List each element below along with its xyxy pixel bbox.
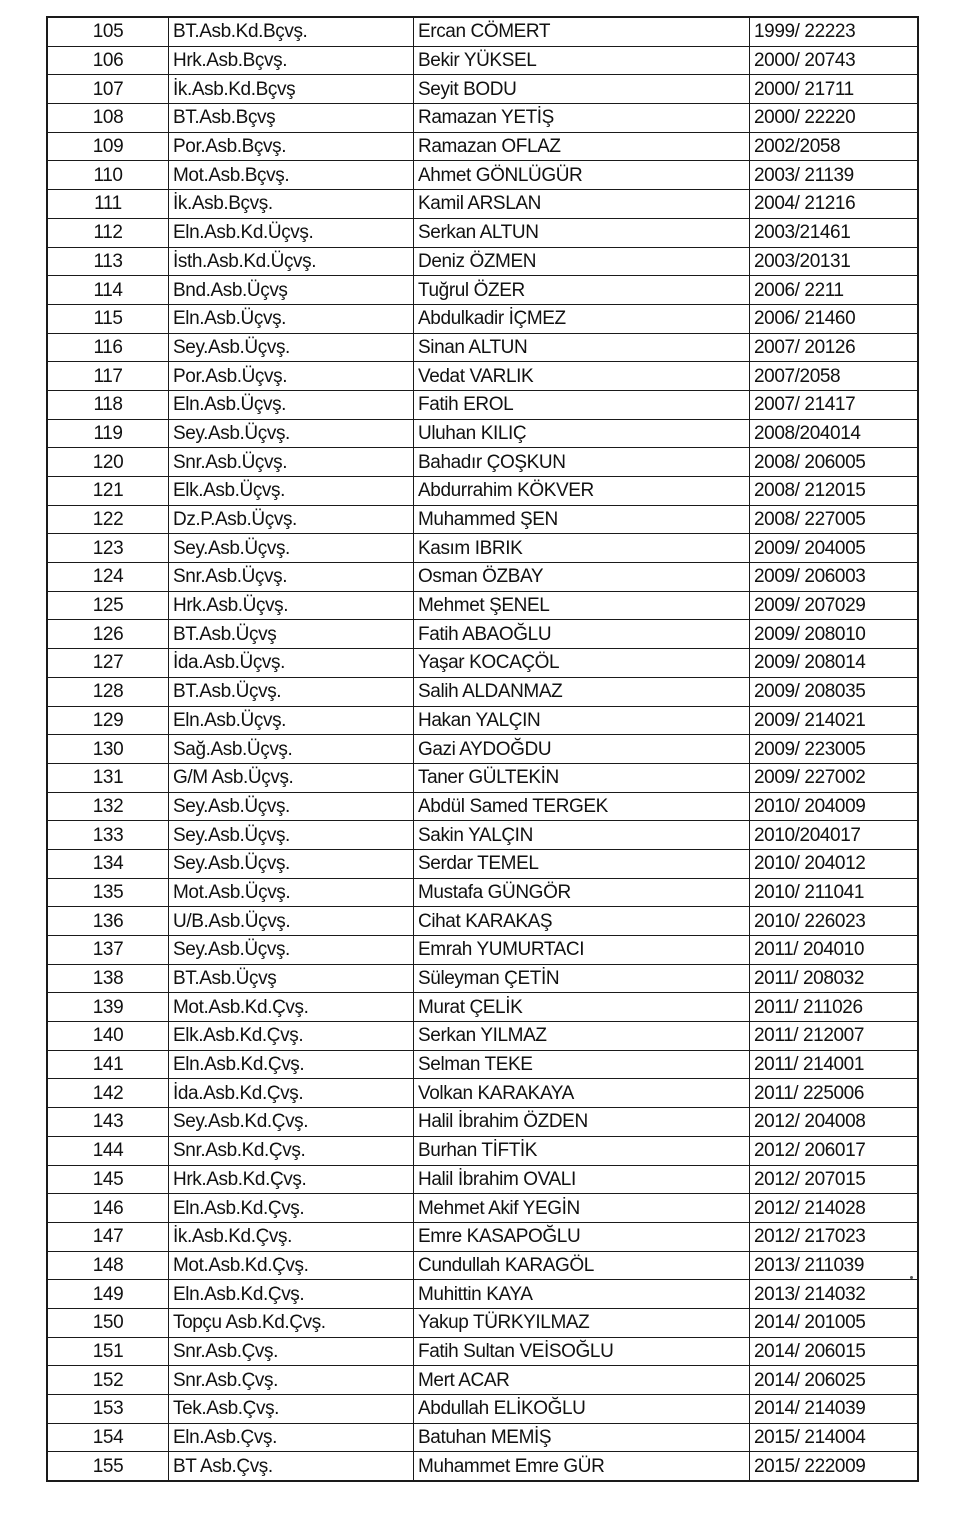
table-row [47,763,918,792]
row-number-cell: 120 [47,448,169,477]
rank-cell: Bnd.Asb.Üçvş [169,276,414,305]
registry-number-cell: 2007/2058 [750,362,919,391]
rank-cell: Por.Asb.Üçvş. [169,362,414,391]
row-number-cell: 145 [47,1165,169,1194]
row-number-cell: 129 [47,706,169,735]
registry-number-cell: 1999/ 22223 [750,17,919,46]
row-number-cell: 143 [47,1108,169,1137]
row-number-cell: 111 [47,190,169,219]
row-number-cell: 136 [47,907,169,936]
registry-number-cell: 2015/ 222009 [750,1452,919,1481]
registry-number-cell: 2010/204017 [750,821,919,850]
row-number-cell: 125 [47,591,169,620]
registry-number-cell: 2015/ 214004 [750,1423,919,1452]
registry-number-cell: 2011/ 204010 [750,936,919,965]
table-row [47,1452,918,1481]
table-row [47,304,918,333]
row-number-cell: 149 [47,1280,169,1309]
registry-number-cell: 2000/ 22220 [750,104,919,133]
registry-number-cell: 2000/ 20743 [750,46,919,75]
person-name-cell: Mehmet ŞENEL [414,591,750,620]
person-name-cell: Emrah YUMURTACI [414,936,750,965]
row-number-cell: 139 [47,993,169,1022]
row-number-cell: 155 [47,1452,169,1481]
registry-number-cell: 2009/ 208035 [750,677,919,706]
row-number-cell: 105 [47,17,169,46]
rank-cell: Topçu Asb.Kd.Çvş. [169,1308,414,1337]
row-number-cell: 123 [47,534,169,563]
rank-cell: Mot.Asb.Bçvş. [169,161,414,190]
table-row [47,1194,918,1223]
rank-cell: BT.Asb.Bçvş [169,104,414,133]
registry-number-cell: 2003/20131 [750,247,919,276]
table-row [47,964,918,993]
person-name-cell: Batuhan MEMİŞ [414,1423,750,1452]
table-row [47,333,918,362]
row-number-cell: 153 [47,1395,169,1424]
registry-number-cell: 2010/ 211041 [750,878,919,907]
person-name-cell: Gazi AYDOĞDU [414,735,750,764]
table-row [47,390,918,419]
registry-number-cell: 2009/ 207029 [750,591,919,620]
person-name-cell: Serkan YILMAZ [414,1022,750,1051]
rank-cell: Sağ.Asb.Üçvş. [169,735,414,764]
registry-number-cell: 2007/ 20126 [750,333,919,362]
row-number-cell: 110 [47,161,169,190]
person-name-cell: Selman TEKE [414,1050,750,1079]
row-number-cell: 152 [47,1366,169,1395]
row-number-cell: 133 [47,821,169,850]
person-name-cell: Seyit BODU [414,75,750,104]
person-name-cell: Abdül Samed TERGEK [414,792,750,821]
registry-number-cell: 2012/ 214028 [750,1194,919,1223]
rank-cell: Mot.Asb.Kd.Çvş. [169,993,414,1022]
registry-number-cell: 2000/ 21711 [750,75,919,104]
rank-cell: BT.Asb.Üçvş. [169,677,414,706]
rank-cell: Hrk.Asb.Kd.Çvş. [169,1165,414,1194]
registry-number-cell: 2013/ 211039 [750,1251,919,1280]
rank-cell: BT.Asb.Üçvş [169,620,414,649]
row-number-cell: 142 [47,1079,169,1108]
registry-number-cell: 2008/ 212015 [750,477,919,506]
person-name-cell: Serdar TEMEL [414,849,750,878]
registry-number-cell: 2009/ 206003 [750,563,919,592]
row-number-cell: 117 [47,362,169,391]
registry-number-cell: 2012/ 206017 [750,1136,919,1165]
row-number-cell: 119 [47,419,169,448]
row-number-cell: 130 [47,735,169,764]
table-row [47,534,918,563]
rank-cell: BT.Asb.Kd.Bçvş. [169,17,414,46]
registry-number-cell: 2011/ 214001 [750,1050,919,1079]
table-row [47,1165,918,1194]
table-row [47,936,918,965]
rank-cell: Eln.Asb.Çvş. [169,1423,414,1452]
person-name-cell: Tuğrul ÖZER [414,276,750,305]
person-name-cell: Mehmet Akif YEGİN [414,1194,750,1223]
row-number-cell: 147 [47,1222,169,1251]
rank-cell: BT.Asb.Üçvş [169,964,414,993]
table-row [47,849,918,878]
rank-cell: Sey.Asb.Üçvş. [169,821,414,850]
rank-cell: Snr.Asb.Kd.Çvş. [169,1136,414,1165]
registry-number-cell: 2014/ 206025 [750,1366,919,1395]
person-name-cell: Osman ÖZBAY [414,563,750,592]
person-name-cell: Fatih Sultan VEİSOĞLU [414,1337,750,1366]
table-row [47,907,918,936]
table-row [47,161,918,190]
table-row [47,505,918,534]
rank-cell: Sey.Asb.Üçvş. [169,936,414,965]
rank-cell: Mot.Asb.Üçvş. [169,878,414,907]
rank-cell: Eln.Asb.Üçvş. [169,706,414,735]
rank-cell: İda.Asb.Kd.Çvş. [169,1079,414,1108]
table-row [47,419,918,448]
rank-cell: Snr.Asb.Üçvş. [169,563,414,592]
table-row [47,132,918,161]
person-name-cell: Uluhan KILIÇ [414,419,750,448]
table-row [47,993,918,1022]
person-name-cell: Ercan CÖMERT [414,17,750,46]
registry-number-cell: 2012/ 204008 [750,1108,919,1137]
person-name-cell: Murat ÇELİK [414,993,750,1022]
rank-cell: Eln.Asb.Kd.Çvş. [169,1050,414,1079]
table-row [47,1108,918,1137]
rank-cell: Elk.Asb.Üçvş. [169,477,414,506]
row-number-cell: 151 [47,1337,169,1366]
table-row [47,247,918,276]
table-row [47,649,918,678]
registry-number-cell: 2003/21461 [750,218,919,247]
table-row [47,448,918,477]
registry-number-cell: 2009/ 204005 [750,534,919,563]
registry-number-cell: 2009/ 223005 [750,735,919,764]
registry-number-cell: 2007/ 21417 [750,390,919,419]
rank-cell: Hrk.Asb.Bçvş. [169,46,414,75]
person-name-cell: Sinan ALTUN [414,333,750,362]
table-row [47,1136,918,1165]
person-name-cell: Abdullah ELİKOĞLU [414,1395,750,1424]
person-name-cell: Emre KASAPOĞLU [414,1222,750,1251]
registry-number-cell: 2008/ 227005 [750,505,919,534]
registry-number-cell: 2011/ 225006 [750,1079,919,1108]
table-row [47,75,918,104]
table-row [47,1222,918,1251]
registry-number-cell: 2004/ 21216 [750,190,919,219]
table-row [47,218,918,247]
table-row [47,1337,918,1366]
rank-cell: Elk.Asb.Kd.Çvş. [169,1022,414,1051]
person-name-cell: Hakan YALÇIN [414,706,750,735]
registry-number-cell: 2014/ 214039 [750,1395,919,1424]
rank-cell: İk.Asb.Kd.Çvş. [169,1222,414,1251]
table-row [47,17,918,46]
scan-speck [910,1276,913,1279]
person-name-cell: Deniz ÖZMEN [414,247,750,276]
rank-cell: BT Asb.Çvş. [169,1452,414,1481]
table-row [47,735,918,764]
registry-number-cell: 2012/ 207015 [750,1165,919,1194]
person-name-cell: Halil İbrahim ÖZDEN [414,1108,750,1137]
person-name-cell: Muhittin KAYA [414,1280,750,1309]
rank-cell: Dz.P.Asb.Üçvş. [169,505,414,534]
row-number-cell: 127 [47,649,169,678]
registry-number-cell: 2011/ 212007 [750,1022,919,1051]
person-name-cell: Kasım IBRIK [414,534,750,563]
person-name-cell: Ahmet GÖNLÜGÜR [414,161,750,190]
row-number-cell: 122 [47,505,169,534]
row-number-cell: 109 [47,132,169,161]
person-name-cell: Burhan TİFTİK [414,1136,750,1165]
row-number-cell: 113 [47,247,169,276]
registry-number-cell: 2009/ 208010 [750,620,919,649]
rank-cell: Sey.Asb.Üçvş. [169,419,414,448]
rank-cell: Snr.Asb.Çvş. [169,1366,414,1395]
person-name-cell: Vedat VARLIK [414,362,750,391]
rank-cell: Por.Asb.Bçvş. [169,132,414,161]
rank-cell: Snr.Asb.Üçvş. [169,448,414,477]
row-number-cell: 148 [47,1251,169,1280]
row-number-cell: 144 [47,1136,169,1165]
person-name-cell: Abdulkadir İÇMEZ [414,304,750,333]
person-name-cell: Halil İbrahim OVALI [414,1165,750,1194]
table-row [47,1366,918,1395]
rank-cell: U/B.Asb.Üçvş. [169,907,414,936]
rank-cell: İk.Asb.Bçvş. [169,190,414,219]
table-row [47,591,918,620]
rank-cell: Sey.Asb.Üçvş. [169,792,414,821]
table-row [47,1395,918,1424]
person-name-cell: Bahadır ÇOŞKUN [414,448,750,477]
person-name-cell: Süleyman ÇETİN [414,964,750,993]
registry-number-cell: 2011/ 211026 [750,993,919,1022]
table-row [47,104,918,133]
row-number-cell: 141 [47,1050,169,1079]
person-name-cell: Kamil ARSLAN [414,190,750,219]
person-name-cell: Yaşar KOCAÇÖL [414,649,750,678]
row-number-cell: 107 [47,75,169,104]
rank-cell: Sey.Asb.Üçvş. [169,333,414,362]
rank-cell: Eln.Asb.Üçvş. [169,304,414,333]
table-row [47,821,918,850]
table-row [47,1050,918,1079]
table-row [47,477,918,506]
row-number-cell: 135 [47,878,169,907]
person-name-cell: Serkan ALTUN [414,218,750,247]
rank-cell: Hrk.Asb.Üçvş. [169,591,414,620]
person-name-cell: Ramazan YETİŞ [414,104,750,133]
row-number-cell: 114 [47,276,169,305]
rank-cell: Sey.Asb.Üçvş. [169,534,414,563]
row-number-cell: 154 [47,1423,169,1452]
registry-number-cell: 2008/204014 [750,419,919,448]
person-name-cell: Muhammed ŞEN [414,505,750,534]
rank-cell: Tek.Asb.Çvş. [169,1395,414,1424]
person-name-cell: Fatih ABAOĞLU [414,620,750,649]
person-name-cell: Salih ALDANMAZ [414,677,750,706]
table-row [47,190,918,219]
rank-cell: İsth.Asb.Kd.Üçvş. [169,247,414,276]
table-row [47,677,918,706]
rank-cell: İk.Asb.Kd.Bçvş [169,75,414,104]
row-number-cell: 108 [47,104,169,133]
registry-number-cell: 2014/ 206015 [750,1337,919,1366]
row-number-cell: 128 [47,677,169,706]
table-row [47,792,918,821]
registry-number-cell: 2010/ 226023 [750,907,919,936]
table-row [47,1423,918,1452]
row-number-cell: 131 [47,763,169,792]
person-name-cell: Abdurrahim KÖKVER [414,477,750,506]
registry-number-cell: 2013/ 214032 [750,1280,919,1309]
row-number-cell: 140 [47,1022,169,1051]
registry-number-cell: 2009/ 208014 [750,649,919,678]
row-number-cell: 150 [47,1308,169,1337]
person-name-cell: Cihat KARAKAŞ [414,907,750,936]
person-name-cell: Bekir YÜKSEL [414,46,750,75]
row-number-cell: 115 [47,304,169,333]
row-number-cell: 137 [47,936,169,965]
table-row [47,563,918,592]
person-name-cell: Volkan KARAKAYA [414,1079,750,1108]
table-row [47,1079,918,1108]
person-name-cell: Mert ACAR [414,1366,750,1395]
rank-cell: Snr.Asb.Çvş. [169,1337,414,1366]
rank-cell: Mot.Asb.Kd.Çvş. [169,1251,414,1280]
row-number-cell: 126 [47,620,169,649]
person-name-cell: Yakup TÜRKYILMAZ [414,1308,750,1337]
registry-number-cell: 2006/ 21460 [750,304,919,333]
rank-cell: Sey.Asb.Üçvş. [169,849,414,878]
table-row [47,1022,918,1051]
registry-number-cell: 2009/ 214021 [750,706,919,735]
row-number-cell: 112 [47,218,169,247]
row-number-cell: 124 [47,563,169,592]
person-name-cell: Mustafa GÜNGÖR [414,878,750,907]
table-row [47,276,918,305]
registry-number-cell: 2003/ 21139 [750,161,919,190]
person-name-cell: Muhammet Emre GÜR [414,1452,750,1481]
person-name-cell: Ramazan OFLAZ [414,132,750,161]
person-name-cell: Sakin YALÇIN [414,821,750,850]
person-name-cell: Taner GÜLTEKİN [414,763,750,792]
row-number-cell: 121 [47,477,169,506]
registry-number-cell: 2006/ 2211 [750,276,919,305]
row-number-cell: 116 [47,333,169,362]
registry-number-cell: 2009/ 227002 [750,763,919,792]
person-name-cell: Cundullah KARAGÖL [414,1251,750,1280]
registry-number-cell: 2014/ 201005 [750,1308,919,1337]
rank-cell: G/M Asb.Üçvş. [169,763,414,792]
row-number-cell: 134 [47,849,169,878]
rank-cell: İda.Asb.Üçvş. [169,649,414,678]
table-row [47,1251,918,1280]
row-number-cell: 146 [47,1194,169,1223]
table-row [47,1280,918,1309]
registry-number-cell: 2002/2058 [750,132,919,161]
registry-number-cell: 2010/ 204009 [750,792,919,821]
table-row [47,620,918,649]
registry-number-cell: 2010/ 204012 [750,849,919,878]
person-name-cell: Fatih EROL [414,390,750,419]
row-number-cell: 118 [47,390,169,419]
registry-number-cell: 2008/ 206005 [750,448,919,477]
table-row [47,706,918,735]
row-number-cell: 138 [47,964,169,993]
rank-cell: Eln.Asb.Kd.Üçvş. [169,218,414,247]
registry-number-cell: 2011/ 208032 [750,964,919,993]
table-row [47,362,918,391]
row-number-cell: 132 [47,792,169,821]
rank-cell: Eln.Asb.Üçvş. [169,390,414,419]
personnel-table-body [47,17,918,1481]
rank-cell: Eln.Asb.Kd.Çvş. [169,1280,414,1309]
rank-cell: Sey.Asb.Kd.Çvş. [169,1108,414,1137]
table-row [47,46,918,75]
personnel-table [46,16,919,1482]
registry-number-cell: 2012/ 217023 [750,1222,919,1251]
table-row [47,1308,918,1337]
table-row [47,878,918,907]
row-number-cell: 106 [47,46,169,75]
rank-cell: Eln.Asb.Kd.Çvş. [169,1194,414,1223]
